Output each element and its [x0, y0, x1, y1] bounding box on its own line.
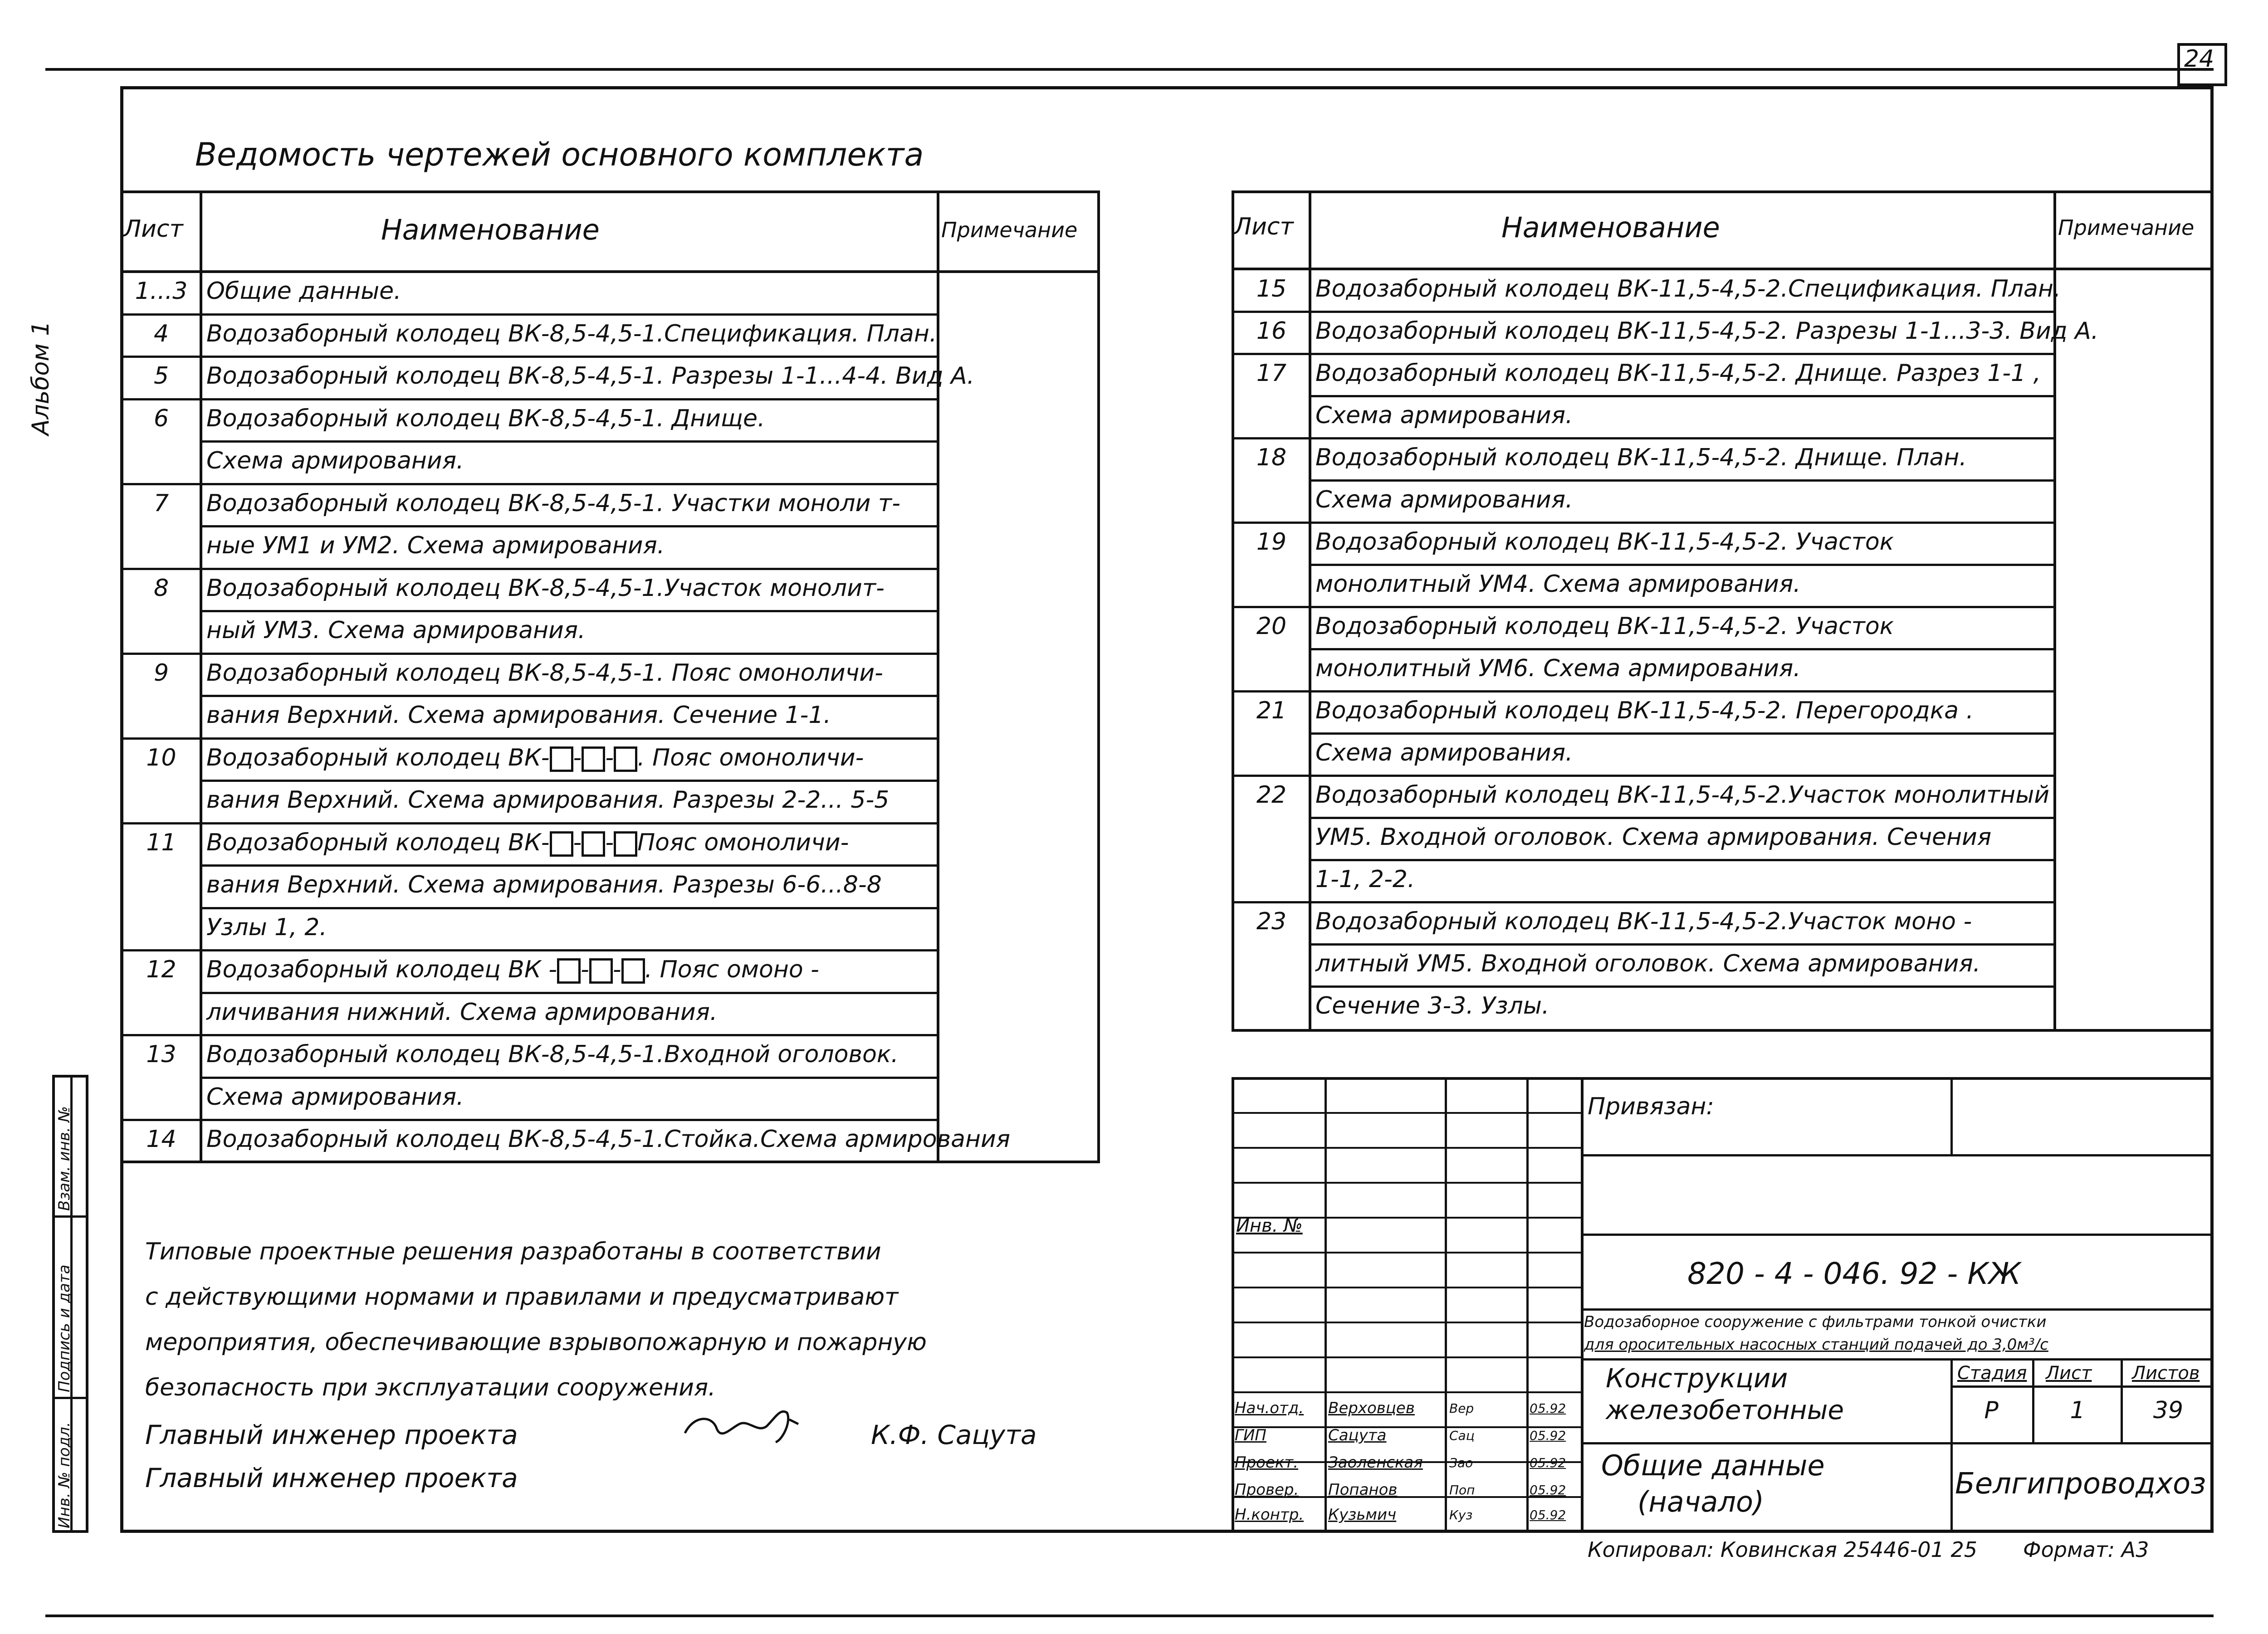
- row-divider: [1233, 690, 2055, 693]
- row-divider: [201, 864, 938, 867]
- row-divider: [122, 356, 938, 358]
- blank-box: [550, 746, 573, 772]
- row-name: Водозаборный колодец ВК-11,5-4,5-2.Участок монолитный: [1315, 781, 2050, 809]
- row-name: личивания нижний. Схема армирования.: [206, 998, 718, 1026]
- tb-org-left: [1950, 1442, 1953, 1533]
- tb-object-top: [1581, 1308, 2214, 1311]
- row-divider: [1310, 985, 2055, 988]
- row-divider: [1310, 943, 2055, 946]
- row-name: Водозаборный колодец ВК-11,5-4,5-2.Спецификация. План.: [1315, 275, 2061, 302]
- row-divider: [201, 992, 938, 994]
- row-name: Водозаборный колодец ВК-11,5-4,5-2. Днище. План.: [1315, 444, 1967, 471]
- row-name: Водозаборный колодец ВК-8,5-4,5-1.Стойка.Схема армирования: [206, 1126, 1011, 1153]
- row-sheet-number: 14: [146, 1126, 176, 1153]
- left-header-divider: [120, 270, 1100, 273]
- row-divider: [1233, 522, 2055, 524]
- row-name: вания Верхний. Схема армирования. Разрезы 6-6...8-8: [206, 871, 882, 898]
- row-divider: [1310, 859, 2055, 861]
- left-header-name: Наименование: [381, 213, 600, 246]
- sheets-label: Листов: [2132, 1363, 2200, 1384]
- chief-engineer-label: Главный инженер проекта: [145, 1419, 518, 1450]
- staff-signature: Поп: [1449, 1483, 1475, 1497]
- row-sheet-number: 13: [146, 1041, 176, 1068]
- row-divider: [1310, 564, 2055, 566]
- tb-vline-2: [1445, 1077, 1447, 1533]
- object-line-2: для оросительных насосных станций подачей до 3,0м³/с: [1584, 1336, 2048, 1354]
- row-divider: [122, 483, 938, 485]
- row-name: Схема армирования.: [1315, 402, 1573, 429]
- tb-bound-bottom: [1581, 1154, 2214, 1156]
- row-sheet-number: 12: [146, 956, 176, 983]
- staff-name: Попанов: [1328, 1481, 1398, 1499]
- row-divider: [1310, 732, 2055, 735]
- row-divider: [122, 653, 938, 655]
- side-stamp-label-inv: Инв. № подл.: [55, 1422, 73, 1528]
- staff-role: Провер.: [1235, 1481, 1299, 1499]
- row-name: Водозаборный колодец ВК-11,5-4,5-2. Днище. Разрез 1-1 ,: [1315, 360, 2041, 387]
- tb-grid-hline: [1232, 1356, 1582, 1358]
- staff-date: 05.92: [1530, 1507, 1566, 1522]
- left-header-sheet: Лист: [123, 215, 183, 243]
- row-divider: [122, 1119, 938, 1121]
- row-name: Водозаборный колодец ВК-11,5-4,5-2. Участок: [1315, 613, 1894, 640]
- row-name: монолитный УМ6. Схема армирования.: [1315, 655, 1801, 682]
- side-stamp-sep-2: [52, 1397, 88, 1399]
- tb-section-top: [1581, 1358, 2214, 1361]
- left-col-divider-2: [937, 190, 939, 1163]
- row-name: 1-1, 2-2.: [1315, 866, 1415, 893]
- register-title: Ведомость чертежей основного комплекта: [195, 136, 924, 173]
- object-line-1: Водозаборное сооружение с фильтрами тонкой очистки: [1584, 1313, 2047, 1331]
- format-label: Формат: А3: [2023, 1537, 2149, 1562]
- row-divider: [201, 780, 938, 782]
- row-name: Водозаборный колодец ВК-8,5-4,5-1. Участки моноли т-: [206, 489, 900, 517]
- row-sheet-number: 5: [153, 362, 169, 390]
- staff-role: Проект.: [1235, 1454, 1299, 1472]
- right-col-divider-1: [1309, 190, 1311, 1032]
- row-sheet-number: 22: [1256, 781, 1287, 809]
- row-sheet-number: 11: [146, 829, 176, 856]
- tb-grid-hline: [1232, 1112, 1582, 1114]
- tb-vline-4: [1581, 1077, 1584, 1533]
- left-header-note: Примечание: [941, 218, 1078, 242]
- main-frame-top: [120, 86, 2214, 89]
- row-divider: [201, 1077, 938, 1079]
- row-divider: [1233, 606, 2055, 608]
- tb-vline-1: [1325, 1077, 1327, 1533]
- row-name: Водозаборный колодец ВК-11,5-4,5-2.Участок моно -: [1315, 908, 1972, 935]
- doc-code: 820 - 4 - 046. 92 - КЖ: [1687, 1256, 2021, 1291]
- staff-name: Верховцев: [1328, 1399, 1415, 1417]
- tb-stage-header-bottom: [1950, 1385, 2214, 1388]
- organization: Белгипроводхоз: [1955, 1467, 2206, 1501]
- tb-sheet-title-top: [1581, 1442, 2214, 1444]
- row-name: Узлы 1, 2.: [206, 913, 327, 941]
- row-divider: [1233, 353, 2055, 355]
- stage-value: Р: [1984, 1397, 1999, 1424]
- row-divider: [122, 737, 938, 740]
- row-name: вания Верхний. Схема армирования. Разрезы 2-2... 5-5: [206, 786, 890, 814]
- row-divider: [122, 568, 938, 570]
- row-sheet-number: 23: [1256, 908, 1287, 935]
- staff-name: Сацута: [1328, 1426, 1387, 1444]
- section-title-1: Конструкции: [1606, 1363, 1788, 1394]
- row-divider: [122, 313, 938, 316]
- row-name: литный УМ5. Входной оголовок. Схема армирования.: [1315, 950, 1981, 977]
- tb-grid-hline: [1232, 1147, 1582, 1149]
- staff-date: 05.92: [1530, 1455, 1566, 1470]
- top-border-line: [45, 68, 2214, 71]
- row-name: Схема армирования.: [206, 1083, 464, 1111]
- row-divider: [122, 1034, 938, 1036]
- right-register-table: [1232, 190, 2214, 1032]
- row-name: Водозаборный колодец ВК-11,5-4,5-2. Перегородка .: [1315, 697, 1974, 724]
- row-name: Общие данные.: [206, 278, 401, 305]
- row-divider: [201, 525, 938, 527]
- row-name: Водозаборный колодец ВК-8,5-4,5-1.Спецификация. План.: [206, 320, 937, 347]
- staff-signature: Сац: [1449, 1428, 1475, 1443]
- row-sheet-number: 20: [1256, 613, 1287, 640]
- row-name: Водозаборный колодец ВК-8,5-4,5-1. Пояс омоноличи-: [206, 659, 883, 687]
- row-divider: [122, 822, 938, 824]
- row-divider: [1310, 648, 2055, 650]
- sheet-title-1: Общие данные: [1601, 1449, 1825, 1482]
- blank-box: [557, 958, 581, 984]
- tb-bound-divider: [1950, 1077, 1953, 1155]
- row-name: Схема армирования.: [206, 447, 464, 474]
- row-name: ные УМ1 и УМ2. Схема армирования.: [206, 532, 665, 559]
- chief-engineer-signature: [680, 1401, 830, 1451]
- staff-role: ГИП: [1235, 1426, 1266, 1444]
- section-title-2: железобетонные: [1606, 1395, 1844, 1425]
- row-divider: [1233, 775, 2055, 777]
- row-name: Схема армирования.: [1315, 739, 1573, 766]
- tb-vline-3: [1526, 1077, 1529, 1533]
- row-name: Сечение 3-3. Узлы.: [1315, 992, 1549, 1019]
- row-sheet-number: 6: [153, 405, 169, 432]
- staff-date: 05.92: [1530, 1401, 1566, 1416]
- right-col-divider-2: [2053, 190, 2056, 1032]
- blank-box: [589, 958, 613, 984]
- row-divider: [201, 440, 938, 443]
- row-sheet-number: 9: [153, 659, 169, 687]
- chief-engineer-name: К.Ф. Сацута: [871, 1419, 1037, 1450]
- staff-date: 05.92: [1530, 1428, 1566, 1443]
- album-label: Альбом 1: [27, 321, 54, 435]
- row-sheet-number: 18: [1256, 444, 1287, 471]
- right-header-sheet: Лист: [1234, 213, 1294, 240]
- chief-engineer-label-2: Главный инженер проекта: [145, 1463, 518, 1493]
- tb-grid-hline: [1232, 1182, 1582, 1184]
- bottom-border-line: [45, 1614, 2214, 1617]
- staff-role: Н.контр.: [1235, 1506, 1304, 1524]
- stage-label: Стадия: [1957, 1363, 2027, 1384]
- staff-name: Кузьмич: [1328, 1506, 1397, 1524]
- row-divider: [122, 949, 938, 951]
- note-line-3: мероприятия, обеспечивающие взрывопожарную и пожарную: [145, 1329, 927, 1356]
- staff-signature: Вер: [1449, 1401, 1474, 1416]
- blank-box: [621, 958, 645, 984]
- row-divider: [1233, 311, 2055, 313]
- right-header-name: Наименование: [1501, 211, 1720, 244]
- row-divider: [122, 398, 938, 400]
- blank-box: [550, 831, 573, 857]
- row-name: Водозаборный колодец ВК-8,5-4,5-1. Разрезы 1-1...4-4. Вид А.: [206, 362, 975, 390]
- row-name: Водозаборный колодец ВК- - - . Пояс омоноличи-: [206, 744, 864, 771]
- sheets-value: 39: [2153, 1397, 2184, 1424]
- row-sheet-number: 19: [1256, 528, 1287, 556]
- note-line-4: безопасность при эксплуатации сооружения.: [145, 1374, 716, 1401]
- row-name: Водозаборный колодец ВК- - - Пояс омоноличи-: [206, 829, 849, 856]
- staff-date: 05.92: [1530, 1483, 1566, 1497]
- row-divider: [1310, 479, 2055, 482]
- row-divider: [201, 695, 938, 697]
- row-name: монолитный УМ4. Схема армирования.: [1315, 571, 1801, 598]
- row-sheet-number: 15: [1256, 275, 1287, 302]
- blank-box: [582, 831, 605, 857]
- note-line-1: Типовые проектные решения разработаны в соответствии: [145, 1238, 881, 1265]
- right-header-note: Примечание: [2058, 215, 2195, 240]
- page-number: 24: [2184, 45, 2214, 73]
- row-sheet-number: 7: [153, 489, 169, 517]
- row-divider: [1310, 395, 2055, 397]
- row-name: Водозаборный колодец ВК - - - . Пояс омоно -: [206, 956, 819, 983]
- row-sheet-number: 17: [1256, 360, 1287, 387]
- row-divider: [1310, 817, 2055, 819]
- staff-signature: Куз: [1449, 1507, 1473, 1522]
- tb-grid-hline: [1232, 1322, 1582, 1323]
- row-sheet-number: 16: [1256, 317, 1287, 345]
- row-name: вания Верхний. Схема армирования. Сечение 1-1.: [206, 702, 831, 729]
- row-sheet-number: 10: [146, 744, 176, 771]
- row-name: Схема армирования.: [1315, 486, 1573, 513]
- staff-role: Нач.отд.: [1235, 1399, 1304, 1417]
- blank-box: [614, 746, 637, 772]
- tb-grid-hline: [1232, 1287, 1582, 1288]
- sheet-label: Лист: [2046, 1363, 2092, 1384]
- copied-by: Копировал: Ковинская 25446-01 25: [1588, 1537, 1977, 1562]
- blank-box: [582, 746, 605, 772]
- row-divider: [1233, 901, 2055, 903]
- blank-box: [614, 831, 637, 857]
- row-divider: [1233, 437, 2055, 439]
- row-name: Водозаборный колодец ВК-8,5-4,5-1.Участок монолит-: [206, 574, 885, 602]
- row-name: УМ5. Входной оголовок. Схема армирования. Сечения: [1315, 824, 1992, 851]
- row-divider: [201, 610, 938, 612]
- tb-code-top: [1581, 1234, 2214, 1236]
- bound-label: Привязан:: [1588, 1093, 1714, 1120]
- tb-grid-hline: [1232, 1252, 1582, 1254]
- inv-label: Инв. №: [1236, 1215, 1303, 1236]
- row-name: Водозаборный колодец ВК-8,5-4,5-1.Входной оголовок.: [206, 1041, 899, 1068]
- sheet-value: 1: [2070, 1397, 2085, 1424]
- row-name: ный УМ3. Схема армирования.: [206, 617, 586, 644]
- row-sheet-number: 21: [1256, 697, 1287, 724]
- side-stamp-sep-1: [52, 1215, 88, 1218]
- tb-grid-hline: [1232, 1391, 1582, 1393]
- row-name: Водозаборный колодец ВК-11,5-4,5-2. Разрезы 1-1...3-3. Вид А.: [1315, 317, 2099, 345]
- row-sheet-number: 1...3: [135, 278, 188, 305]
- row-sheet-number: 8: [153, 574, 169, 602]
- side-stamp-label-replace: Взам. инв. №: [55, 1106, 73, 1211]
- row-divider: [201, 907, 938, 909]
- sheet-title-2: (начало): [1637, 1485, 1765, 1518]
- right-header-divider: [1232, 268, 2214, 270]
- note-line-2: с действующими нормами и правилами и предусматривают: [145, 1283, 899, 1311]
- staff-name: Заоленская: [1328, 1454, 1423, 1472]
- row-name: Водозаборный колодец ВК-8,5-4,5-1. Днище.: [206, 405, 765, 432]
- row-sheet-number: 4: [153, 320, 169, 347]
- staff-signature: Зао: [1449, 1455, 1473, 1470]
- side-stamp-label-sign: Подпись и дата: [55, 1264, 73, 1392]
- row-name: Водозаборный колодец ВК-11,5-4,5-2. Участок: [1315, 528, 1894, 556]
